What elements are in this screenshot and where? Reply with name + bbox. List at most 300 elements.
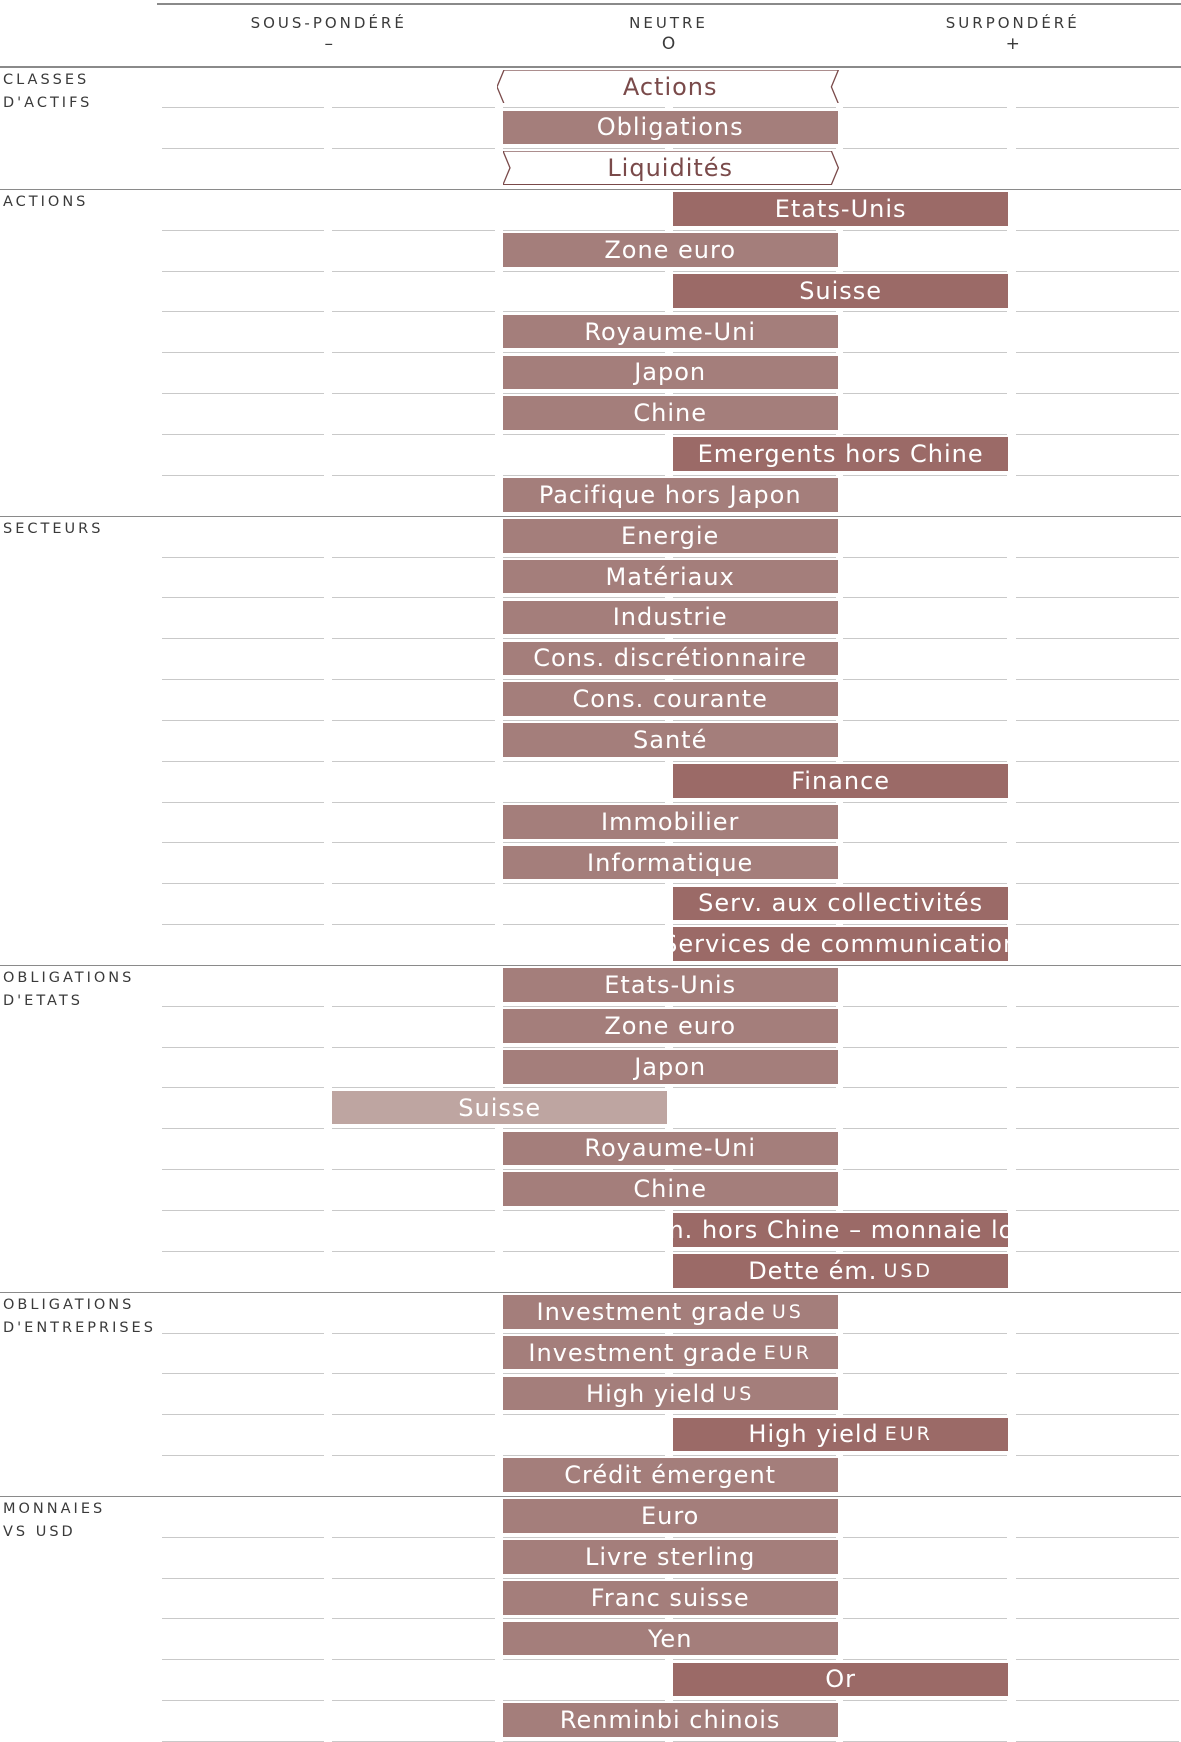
grid-line bbox=[503, 1700, 666, 1701]
grid-line bbox=[503, 842, 666, 843]
grid-line bbox=[162, 1659, 325, 1660]
grid-line bbox=[673, 597, 836, 598]
grid-line bbox=[332, 924, 495, 925]
grid-line bbox=[673, 1618, 836, 1619]
grid-line bbox=[1016, 148, 1179, 149]
grid-line bbox=[843, 107, 1007, 108]
grid-line bbox=[162, 107, 325, 108]
grid-line bbox=[162, 1414, 325, 1415]
grid-line bbox=[1016, 1087, 1179, 1088]
grid-line bbox=[503, 148, 666, 149]
bar-label: Cons. courante bbox=[572, 685, 768, 714]
grid-line bbox=[332, 1333, 495, 1334]
group-separator bbox=[0, 66, 1181, 68]
grid-line bbox=[503, 434, 666, 435]
grid-line bbox=[843, 842, 1007, 843]
grid-line bbox=[162, 1618, 325, 1619]
grid-line bbox=[332, 1455, 495, 1456]
grid-line bbox=[673, 720, 836, 721]
bar-label: Energie bbox=[621, 521, 720, 550]
column-header bbox=[903, 14, 1123, 54]
bar-label: Dette ém. bbox=[748, 1256, 878, 1285]
grid-line bbox=[843, 434, 1007, 435]
position-bar bbox=[503, 601, 838, 635]
grid-line bbox=[332, 230, 495, 231]
grid-line bbox=[162, 802, 325, 803]
grid-line bbox=[1016, 1659, 1179, 1660]
grid-line bbox=[843, 352, 1007, 353]
grid-line bbox=[503, 1047, 666, 1048]
grid-line bbox=[843, 1251, 1007, 1252]
grid-line bbox=[503, 557, 666, 558]
grid-line bbox=[162, 1578, 325, 1579]
grid-line bbox=[162, 557, 325, 558]
grid-line bbox=[332, 802, 495, 803]
grid-line bbox=[1016, 761, 1179, 762]
grid-line bbox=[503, 475, 666, 476]
grid-line bbox=[673, 1700, 836, 1701]
bar-label-suffix: US bbox=[771, 1300, 804, 1323]
grid-line bbox=[332, 1251, 495, 1252]
position-bar bbox=[503, 1295, 838, 1329]
column-header-symbol: O bbox=[661, 34, 676, 54]
group-label: OBLIGATIONS D'ETATS bbox=[3, 970, 135, 1010]
bar-label: Investment grade bbox=[536, 1297, 766, 1326]
grid-line bbox=[162, 842, 325, 843]
grid-line bbox=[332, 1169, 495, 1170]
bar-label-suffix: EUR bbox=[884, 1423, 933, 1446]
grid-line bbox=[843, 1618, 1007, 1619]
bar-label: Etats-Unis bbox=[604, 971, 737, 1000]
position-bar bbox=[503, 396, 838, 430]
grid-line bbox=[503, 1169, 666, 1170]
grid-line bbox=[673, 842, 836, 843]
grid-line bbox=[843, 1578, 1007, 1579]
grid-line bbox=[673, 761, 836, 762]
grid-line bbox=[843, 148, 1007, 149]
grid-line bbox=[673, 393, 836, 394]
grid-line bbox=[162, 1333, 325, 1334]
grid-line bbox=[673, 311, 836, 312]
grid-line bbox=[1016, 271, 1179, 272]
grid-line bbox=[332, 475, 495, 476]
grid-line bbox=[332, 1414, 495, 1415]
grid-line bbox=[332, 1047, 495, 1048]
grid-line bbox=[1016, 1251, 1179, 1252]
bar-label: Finance bbox=[791, 766, 891, 795]
grid-line bbox=[162, 1210, 325, 1211]
grid-line bbox=[332, 1537, 495, 1538]
position-bar bbox=[503, 1336, 838, 1370]
grid-line bbox=[1016, 679, 1179, 680]
grid-line bbox=[1016, 1537, 1179, 1538]
grid-line bbox=[503, 720, 666, 721]
grid-line bbox=[503, 1087, 666, 1088]
grid-line bbox=[503, 924, 666, 925]
bar-label: High yield bbox=[586, 1379, 717, 1408]
grid-line bbox=[162, 393, 325, 394]
bar-label: Suisse bbox=[458, 1093, 542, 1122]
position-bar bbox=[662, 927, 1020, 961]
position-bar bbox=[503, 315, 838, 349]
grid-line bbox=[503, 271, 666, 272]
grid-line bbox=[162, 1455, 325, 1456]
grid-line bbox=[1016, 1169, 1179, 1170]
grid-line bbox=[1016, 434, 1179, 435]
grid-line bbox=[843, 924, 1007, 925]
grid-line bbox=[162, 434, 325, 435]
group-separator bbox=[0, 1496, 1181, 1498]
grid-line bbox=[843, 1006, 1007, 1007]
grid-line bbox=[843, 1333, 1007, 1334]
bar-label: Santé bbox=[633, 726, 708, 755]
grid-line bbox=[503, 1333, 666, 1334]
position-bar bbox=[673, 887, 1008, 921]
grid-line bbox=[1016, 1700, 1179, 1701]
grid-line bbox=[673, 1128, 836, 1129]
grid-line bbox=[1016, 1006, 1179, 1007]
grid-line bbox=[503, 1455, 666, 1456]
grid-line bbox=[162, 883, 325, 884]
position-bar bbox=[503, 1581, 838, 1615]
grid-line bbox=[162, 311, 325, 312]
bar-label-suffix: USD bbox=[883, 1259, 934, 1282]
group-label: MONNAIES VS USD bbox=[3, 1501, 106, 1541]
position-bar bbox=[673, 1254, 1008, 1288]
bar-label: Livre sterling bbox=[585, 1542, 756, 1571]
bar-label: Emergents hors Chine bbox=[697, 440, 984, 469]
position-bar bbox=[503, 70, 838, 104]
position-bar bbox=[503, 1172, 838, 1206]
grid-line bbox=[673, 1455, 836, 1456]
position-bar bbox=[503, 478, 838, 512]
grid-line bbox=[843, 1128, 1007, 1129]
grid-line bbox=[673, 352, 836, 353]
position-bar bbox=[503, 682, 838, 716]
grid-line bbox=[843, 720, 1007, 721]
bar-label: Serv. aux collectivités bbox=[698, 889, 984, 918]
grid-line bbox=[1016, 1578, 1179, 1579]
bar-label: Zone euro bbox=[604, 1011, 737, 1040]
grid-line bbox=[1016, 475, 1179, 476]
grid-line bbox=[673, 883, 836, 884]
bar-label: Royaume-Uni bbox=[584, 1134, 756, 1163]
grid-line bbox=[162, 597, 325, 598]
grid-line bbox=[1016, 883, 1179, 884]
position-bar bbox=[673, 764, 1008, 798]
grid-line bbox=[673, 557, 836, 558]
grid-line bbox=[1016, 1414, 1179, 1415]
group-label: SECTEURS bbox=[3, 520, 104, 537]
bar-label: Yen bbox=[647, 1624, 693, 1653]
grid-line bbox=[673, 148, 836, 149]
grid-line bbox=[1016, 1618, 1179, 1619]
grid-line bbox=[503, 393, 666, 394]
grid-line bbox=[332, 393, 495, 394]
grid-line bbox=[332, 1618, 495, 1619]
bar-label: Renminbi chinois bbox=[559, 1706, 781, 1735]
grid-line bbox=[332, 597, 495, 598]
grid-line bbox=[673, 1333, 836, 1334]
grid-line bbox=[503, 107, 666, 108]
position-bar bbox=[503, 846, 838, 880]
grid-line bbox=[843, 597, 1007, 598]
grid-line bbox=[673, 1578, 836, 1579]
grid-line bbox=[1016, 1210, 1179, 1211]
grid-line bbox=[162, 924, 325, 925]
grid-line bbox=[843, 1700, 1007, 1701]
bar-label: Chine bbox=[633, 1175, 707, 1204]
grid-line bbox=[673, 802, 836, 803]
grid-line bbox=[332, 1373, 495, 1374]
grid-line bbox=[503, 1210, 666, 1211]
bar-label: Obligations bbox=[596, 113, 744, 142]
grid-line bbox=[332, 434, 495, 435]
grid-line bbox=[503, 1006, 666, 1007]
grid-line bbox=[162, 148, 325, 149]
bar-label: Liquidités bbox=[607, 154, 734, 183]
grid-line bbox=[843, 802, 1007, 803]
bar-label-suffix: US bbox=[722, 1382, 755, 1405]
grid-line bbox=[843, 679, 1007, 680]
bar-label: Chine bbox=[633, 399, 707, 428]
grid-line bbox=[332, 148, 495, 149]
grid-line bbox=[1016, 557, 1179, 558]
grid-line bbox=[503, 352, 666, 353]
bar-label: Industrie bbox=[612, 603, 728, 632]
grid-line bbox=[332, 352, 495, 353]
grid-line bbox=[1016, 393, 1179, 394]
grid-line bbox=[162, 230, 325, 231]
grid-line bbox=[673, 230, 836, 231]
grid-line bbox=[1016, 842, 1179, 843]
group-separator bbox=[0, 189, 1181, 191]
bar-label: Or bbox=[825, 1665, 857, 1694]
grid-line bbox=[162, 679, 325, 680]
grid-line bbox=[673, 1087, 836, 1088]
grid-line bbox=[1016, 1047, 1179, 1048]
grid-line bbox=[1016, 1128, 1179, 1129]
grid-line bbox=[332, 311, 495, 312]
grid-line bbox=[843, 1373, 1007, 1374]
grid-line bbox=[1016, 597, 1179, 598]
grid-line bbox=[162, 1251, 325, 1252]
grid-line bbox=[673, 1537, 836, 1538]
grid-line bbox=[843, 1210, 1007, 1211]
grid-line bbox=[673, 434, 836, 435]
grid-line bbox=[332, 1578, 495, 1579]
position-bar bbox=[673, 1663, 1008, 1697]
grid-line bbox=[673, 1210, 836, 1211]
position-bar bbox=[673, 192, 1008, 226]
position-bar bbox=[503, 642, 838, 676]
grid-line bbox=[1016, 230, 1179, 231]
position-bar bbox=[503, 519, 838, 553]
grid-line bbox=[332, 1006, 495, 1007]
column-header-label: NEUTRE bbox=[629, 14, 708, 32]
grid-line bbox=[843, 1414, 1007, 1415]
grid-line bbox=[503, 1537, 666, 1538]
grid-line bbox=[503, 597, 666, 598]
grid-line bbox=[843, 761, 1007, 762]
grid-line bbox=[503, 802, 666, 803]
grid-line bbox=[843, 638, 1007, 639]
grid-line bbox=[843, 883, 1007, 884]
grid-line bbox=[162, 1700, 325, 1701]
grid-line bbox=[162, 720, 325, 721]
grid-line bbox=[162, 475, 325, 476]
grid-line bbox=[1016, 1455, 1179, 1456]
top-rule bbox=[157, 3, 1181, 5]
group-separator bbox=[0, 965, 1181, 967]
grid-line bbox=[332, 842, 495, 843]
grid-line bbox=[843, 1169, 1007, 1170]
grid-line bbox=[162, 638, 325, 639]
bar-label: Franc suisse bbox=[590, 1583, 750, 1612]
position-bar bbox=[503, 1622, 838, 1656]
position-bar bbox=[503, 968, 838, 1002]
column-header-label: SURPONDÉRÉ bbox=[945, 14, 1080, 32]
grid-line bbox=[1016, 107, 1179, 108]
grid-line bbox=[673, 1047, 836, 1048]
bar-label: Zone euro bbox=[604, 235, 737, 264]
grid-line bbox=[1016, 1373, 1179, 1374]
bar-label: Crédit émergent bbox=[564, 1461, 777, 1490]
position-bar bbox=[503, 1050, 838, 1084]
grid-line bbox=[673, 1659, 836, 1660]
group-separator bbox=[0, 516, 1181, 518]
bar-label: Royaume-Uni bbox=[584, 317, 756, 346]
grid-line bbox=[673, 107, 836, 108]
grid-line bbox=[1016, 352, 1179, 353]
bar-label: Cons. discrétionnaire bbox=[533, 644, 808, 673]
position-bar bbox=[332, 1091, 667, 1125]
position-bar bbox=[673, 437, 1008, 471]
grid-line bbox=[332, 1087, 495, 1088]
grid-line bbox=[332, 761, 495, 762]
grid-line bbox=[503, 761, 666, 762]
grid-line bbox=[503, 1251, 666, 1252]
grid-line bbox=[673, 1414, 836, 1415]
grid-line bbox=[1016, 924, 1179, 925]
column-header bbox=[559, 14, 779, 54]
grid-line bbox=[503, 1659, 666, 1660]
position-bar bbox=[673, 1418, 1008, 1452]
grid-line bbox=[162, 1169, 325, 1170]
grid-line bbox=[332, 1128, 495, 1129]
grid-line bbox=[503, 230, 666, 231]
bar-label: Pacifique hors Japon bbox=[538, 480, 802, 509]
grid-line bbox=[162, 1537, 325, 1538]
bar-label: Em. hors Chine – monnaie loc. bbox=[644, 1216, 1038, 1245]
grid-line bbox=[843, 230, 1007, 231]
position-bar bbox=[503, 805, 838, 839]
position-bar bbox=[644, 1213, 1038, 1247]
grid-line bbox=[1016, 720, 1179, 721]
bar-label-suffix: EUR bbox=[763, 1341, 812, 1364]
grid-line bbox=[162, 1128, 325, 1129]
grid-line bbox=[332, 271, 495, 272]
grid-line bbox=[673, 1373, 836, 1374]
grid-line bbox=[1016, 1333, 1179, 1334]
grid-line bbox=[162, 1047, 325, 1048]
grid-line bbox=[503, 883, 666, 884]
grid-line bbox=[673, 924, 836, 925]
group-label: ACTIONS bbox=[3, 194, 89, 211]
grid-line bbox=[673, 475, 836, 476]
bar-label: Etats-Unis bbox=[774, 195, 907, 224]
grid-line bbox=[1016, 311, 1179, 312]
grid-line bbox=[332, 638, 495, 639]
grid-line bbox=[162, 761, 325, 762]
grid-line bbox=[162, 352, 325, 353]
grid-line bbox=[162, 1373, 325, 1374]
grid-line bbox=[162, 1087, 325, 1088]
bar-label: Actions bbox=[622, 72, 718, 101]
grid-line bbox=[843, 1537, 1007, 1538]
position-bar bbox=[503, 1458, 838, 1492]
grid-line bbox=[162, 1006, 325, 1007]
position-bar bbox=[503, 1132, 838, 1166]
grid-line bbox=[673, 1006, 836, 1007]
grid-line bbox=[673, 638, 836, 639]
grid-line bbox=[843, 1087, 1007, 1088]
position-bar bbox=[503, 723, 838, 757]
column-header-label: SOUS-PONDÉRÉ bbox=[250, 14, 407, 32]
grid-line bbox=[332, 1659, 495, 1660]
grid-line bbox=[673, 679, 836, 680]
position-bar bbox=[503, 1540, 838, 1574]
position-bar bbox=[503, 111, 838, 145]
bar-label: Euro bbox=[640, 1502, 700, 1531]
position-bar bbox=[503, 151, 838, 185]
group-label: CLASSES D'ACTIFS bbox=[3, 71, 93, 111]
grid-line bbox=[503, 1128, 666, 1129]
position-bar bbox=[673, 274, 1008, 308]
bar-label: Japon bbox=[634, 1052, 707, 1081]
grid-line bbox=[332, 107, 495, 108]
grid-line bbox=[503, 679, 666, 680]
column-header-symbol: – bbox=[324, 34, 333, 54]
position-bar bbox=[503, 560, 838, 594]
bar-label: Investment grade bbox=[528, 1338, 758, 1367]
grid-line bbox=[843, 271, 1007, 272]
bar-label: Informatique bbox=[587, 848, 754, 877]
grid-line bbox=[843, 475, 1007, 476]
grid-line bbox=[332, 883, 495, 884]
grid-line bbox=[503, 638, 666, 639]
grid-line bbox=[843, 1455, 1007, 1456]
position-bar bbox=[503, 233, 838, 267]
grid-line bbox=[162, 271, 325, 272]
grid-line bbox=[503, 1578, 666, 1579]
grid-line bbox=[673, 1169, 836, 1170]
position-bar bbox=[503, 1009, 838, 1043]
position-bar bbox=[503, 1499, 838, 1533]
grid-line bbox=[503, 311, 666, 312]
grid-line bbox=[843, 1659, 1007, 1660]
bar-label: High yield bbox=[748, 1420, 879, 1449]
grid-line bbox=[1016, 638, 1179, 639]
bar-label: Matériaux bbox=[605, 562, 735, 591]
column-header-symbol: + bbox=[1005, 34, 1020, 54]
position-bar bbox=[503, 1703, 838, 1737]
grid-line bbox=[673, 271, 836, 272]
grid-line bbox=[673, 1251, 836, 1252]
grid-line bbox=[332, 1210, 495, 1211]
grid-line bbox=[1016, 802, 1179, 803]
grid-line bbox=[843, 311, 1007, 312]
